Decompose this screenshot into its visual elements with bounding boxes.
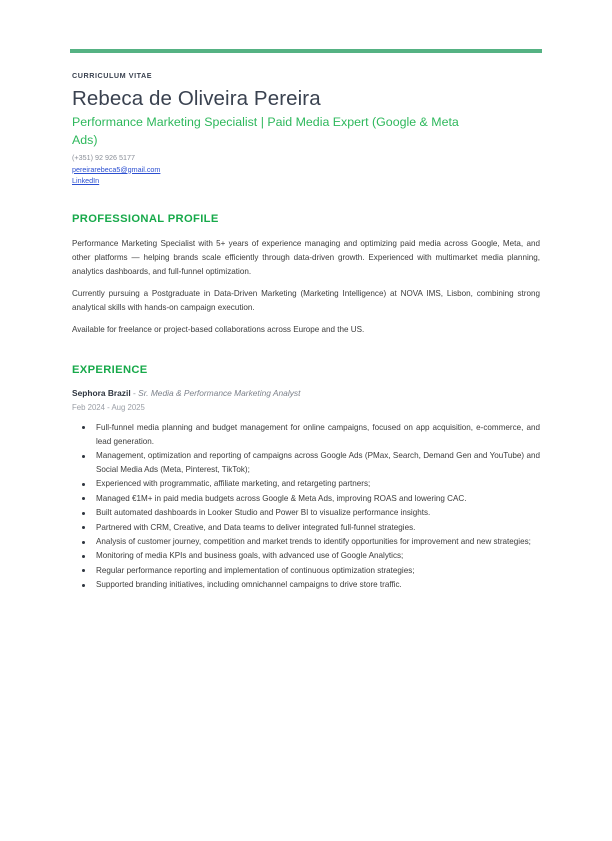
- list-item: Monitoring of media KPIs and business goals, with advanced use of Google Analytics;: [72, 549, 540, 563]
- list-item: Regular performance reporting and implementation of continuous optimization strategies;: [72, 564, 540, 578]
- profile-paragraph: Currently pursuing a Postgraduate in Data-Driven Marketing (Marketing Intelligence) at NOVA IMS, Lisbon, combining strong analytical skills with hands-on campaign execution.: [72, 288, 540, 312]
- list-item: Analysis of customer journey, competition and market trends to identify opportunities for improvement and new strategies;: [72, 535, 540, 549]
- resume-header: [72, 72, 540, 186]
- list-item: Management, optimization and reporting of campaigns across Google Ads (PMax, Search, Demand Gen and YouTube) and Social Media Ads (Meta, Pinterest, TikTok);: [72, 449, 540, 477]
- job-responsibility-list: [72, 421, 540, 592]
- profile-paragraph: Performance Marketing Specialist with 5+ years of experience managing and optimizing paid media across Google, Meta, and other platforms — helping brands scale efficiently through data-driven growth. Experienced with multimarket media planning, analytics dashboards, and full-funnel optimization.: [72, 239, 540, 277]
- linkedin-link[interactable]: LinkedIn: [72, 175, 100, 185]
- list-item: Built automated dashboards in Looker Studio and Power BI to visualize performance insights.: [72, 506, 540, 520]
- email-link[interactable]: pereirarebeca5@gmail.com: [72, 164, 161, 174]
- job-company: Sephora Brazil: [72, 388, 131, 399]
- profile-paragraph: Available for freelance or project-based collaborations across Europe and the US.: [72, 324, 365, 334]
- job-dates: Feb 2024 - Aug 2025: [72, 402, 145, 412]
- document-type-label: CURRICULUM VITAE: [72, 71, 153, 80]
- candidate-headline: Performance Marketing Specialist | Paid Media Expert (Google & Meta Ads): [72, 115, 459, 148]
- experience-title: EXPERIENCE: [72, 363, 148, 376]
- job-separator: -: [132, 388, 136, 399]
- experience-section: [72, 364, 540, 592]
- professional-profile-title: PROFESSIONAL PROFILE: [72, 212, 219, 225]
- list-item: Partnered with CRM, Creative, and Data teams to deliver integrated full-funnel strategies.: [72, 521, 540, 535]
- candidate-name: Rebeca de Oliveira Pereira: [72, 86, 321, 110]
- experience-entry: [72, 388, 540, 592]
- phone-number: (+351) 92 926 5177: [72, 152, 135, 162]
- list-item: Experienced with programmatic, affiliate marketing, and retargeting partners;: [72, 477, 540, 491]
- top-accent-rule: [70, 49, 542, 53]
- resume-page: [0, 49, 612, 841]
- list-item: Supported branding initiatives, including omnichannel campaigns to drive store traffic.: [72, 578, 540, 592]
- job-heading: [72, 388, 540, 400]
- list-item: Full-funnel media planning and budget management for online campaigns, focused on app acquisition, e-commerce, and lead generation.: [72, 421, 540, 449]
- professional-profile-section: [72, 213, 540, 337]
- job-role: Sr. Media & Performance Marketing Analyst: [138, 388, 301, 399]
- list-item: Managed €1M+ in paid media budgets across Google & Meta Ads, improving ROAS and lowering CAC.: [72, 492, 540, 506]
